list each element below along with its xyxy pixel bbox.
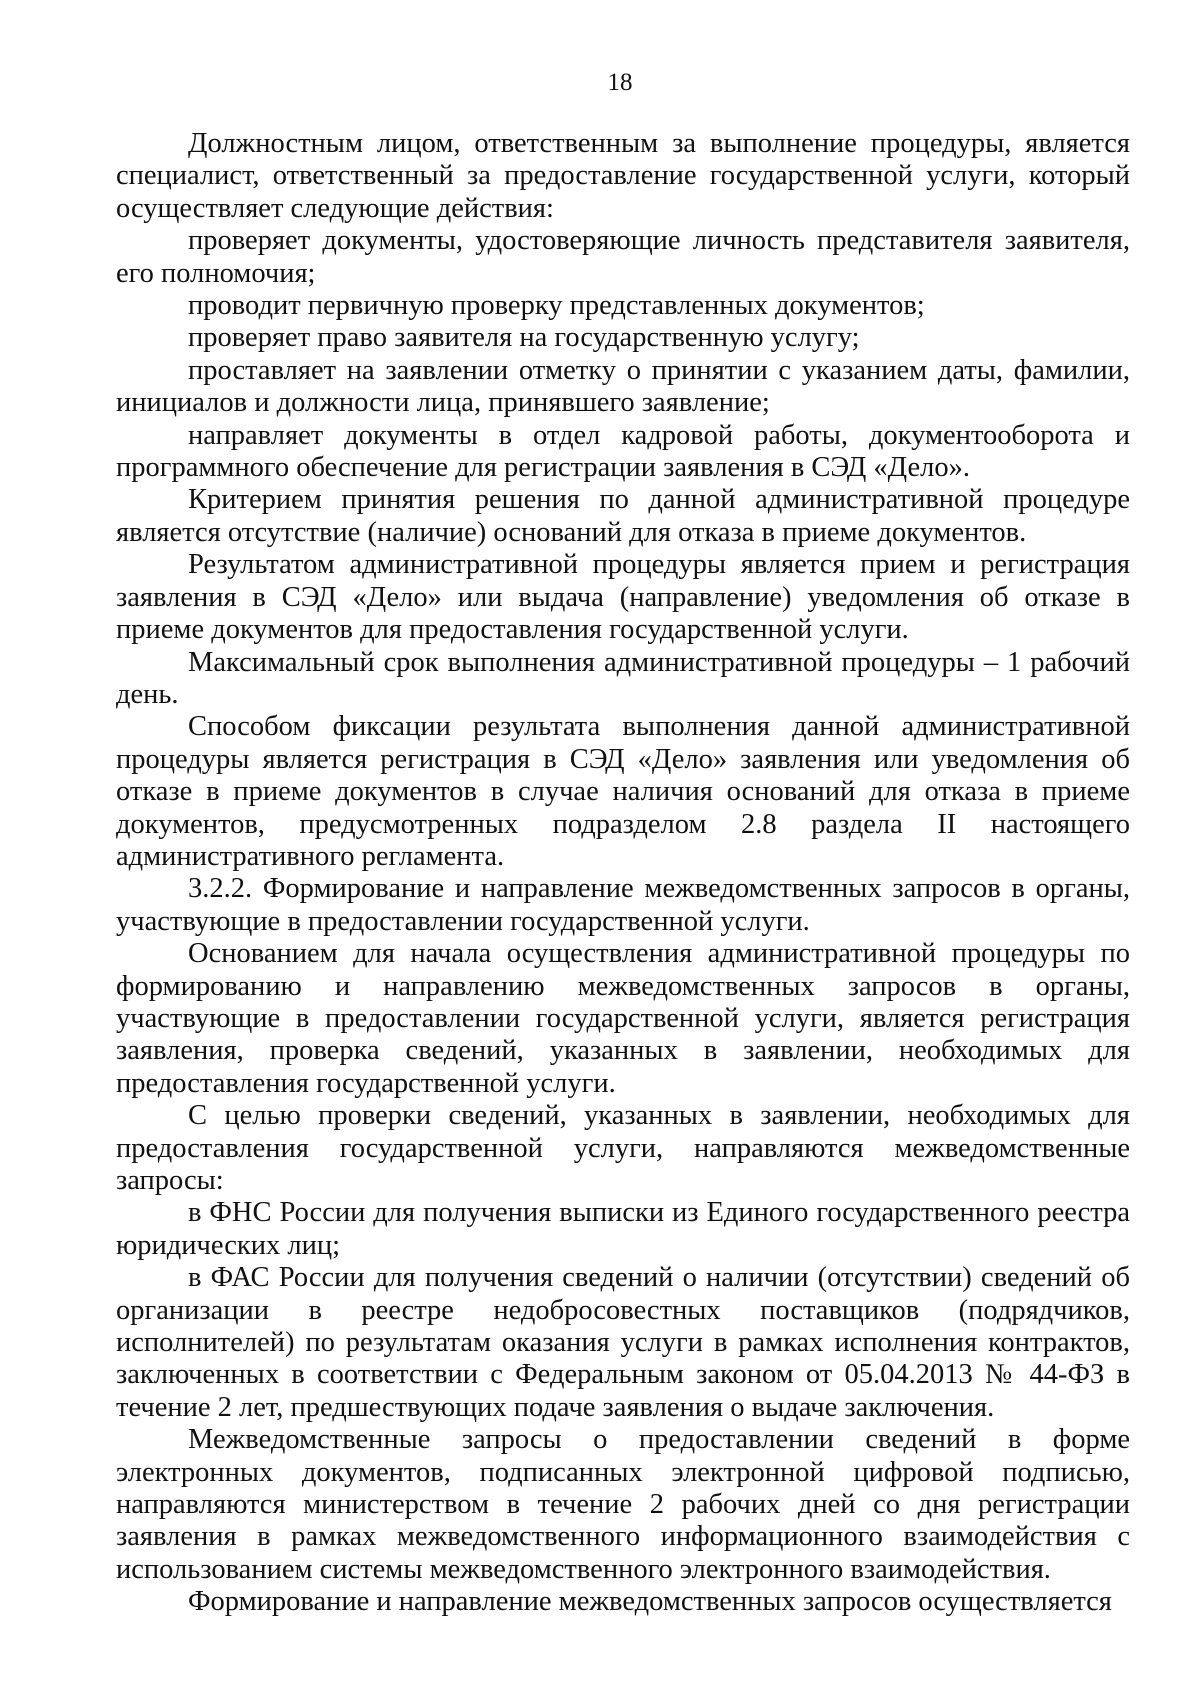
paragraph: в ФНС России для получения выписки из Единого государственного реестра юридических лиц; [116, 1197, 1130, 1261]
paragraph: проверяет документы, удостоверяющие личность представителя заявителя, его полномочия; [116, 225, 1130, 289]
paragraph: проверяет право заявителя на государственную услугу; [188, 322, 860, 354]
paragraph: Максимальный срок выполнения административной процедуры – 1 рабочий день. [116, 646, 1130, 710]
paragraph: Результатом административной процедуры является прием и регистрация заявления в СЭД «Дело» или выдача (направление) уведомления об отказе в приеме документов для предоставления государственной услуги. [116, 549, 1130, 646]
paragraph: Формирование и направление межведомственных запросов осуществляется [188, 1586, 1112, 1618]
paragraph: проставляет на заявлении отметку о принятии с указанием даты, фамилии, инициалов и должности лица, принявшего заявление; [116, 354, 1130, 419]
section-heading-paragraph: 3.2.2. Формирование и направление межведомственных запросов в органы, участвующие в предоставлении государственной услуги. [116, 873, 1130, 937]
paragraph: Должностным лицом, ответственным за выполнение процедуры, является специалист, ответственный за предоставление государственной услуги, который осуществляет следующие действия: [116, 128, 1130, 224]
paragraph: С целью проверки сведений, указанных в заявлении, необходимых для предоставления государственной услуги, направляются межведомственные запросы: [116, 1100, 1130, 1196]
paragraph: Межведомственные запросы о предоставлении сведений в форме электронных документов, подписанных электронной цифровой подписью, направляются министерством в течение 2 рабочих дней со дня регистрации заявления в рамках межведомственного информационного взаимодействия с использованием системы межведомственного электронного взаимодействия. [116, 1424, 1130, 1585]
paragraph: Критерием принятия решения по данной административной процедуре является отсутствие (наличие) оснований для отказа в приеме документов. [116, 484, 1130, 548]
paragraph: Способом фиксации результата выполнения данной административной процедуры является регистрация в СЭД «Дело» заявления или уведомления об отказе в приеме документов в случае наличия оснований для отказа в приеме документов, предусмотренных подразделом 2.8 раздела II настоящего административного регламента. [116, 711, 1130, 872]
document-body [116, 128, 1130, 1619]
paragraph: в ФАС России для получения сведений о наличии (отсутствии) сведений об организации в реестре недобросовестных поставщиков (подрядчиков, исполнителей) по результатам оказания услуги в рамках исполнения контрактов, заключенных в соответствии с Федеральным законом от 05.04.2013 № 44-ФЗ в течение 2 лет, предшествующих подаче заявления о выдаче заключения. [116, 1262, 1130, 1423]
page-number: 18 [607, 69, 633, 96]
paragraph: Основанием для начала осуществления административной процедуры по формированию и направлению межведомственных запросов в органы, участвующие в предоставлении государственной услуги, является регистрация заявления, проверка сведений, указанных в заявлении, необходимых для предоставления государственной услуги. [116, 938, 1130, 1099]
paragraph: проводит первичную проверку представленных документов; [188, 290, 925, 322]
paragraph: направляет документы в отдел кадровой работы, документооборота и программного обеспечение для регистрации заявления в СЭД «Дело». [116, 419, 1130, 484]
